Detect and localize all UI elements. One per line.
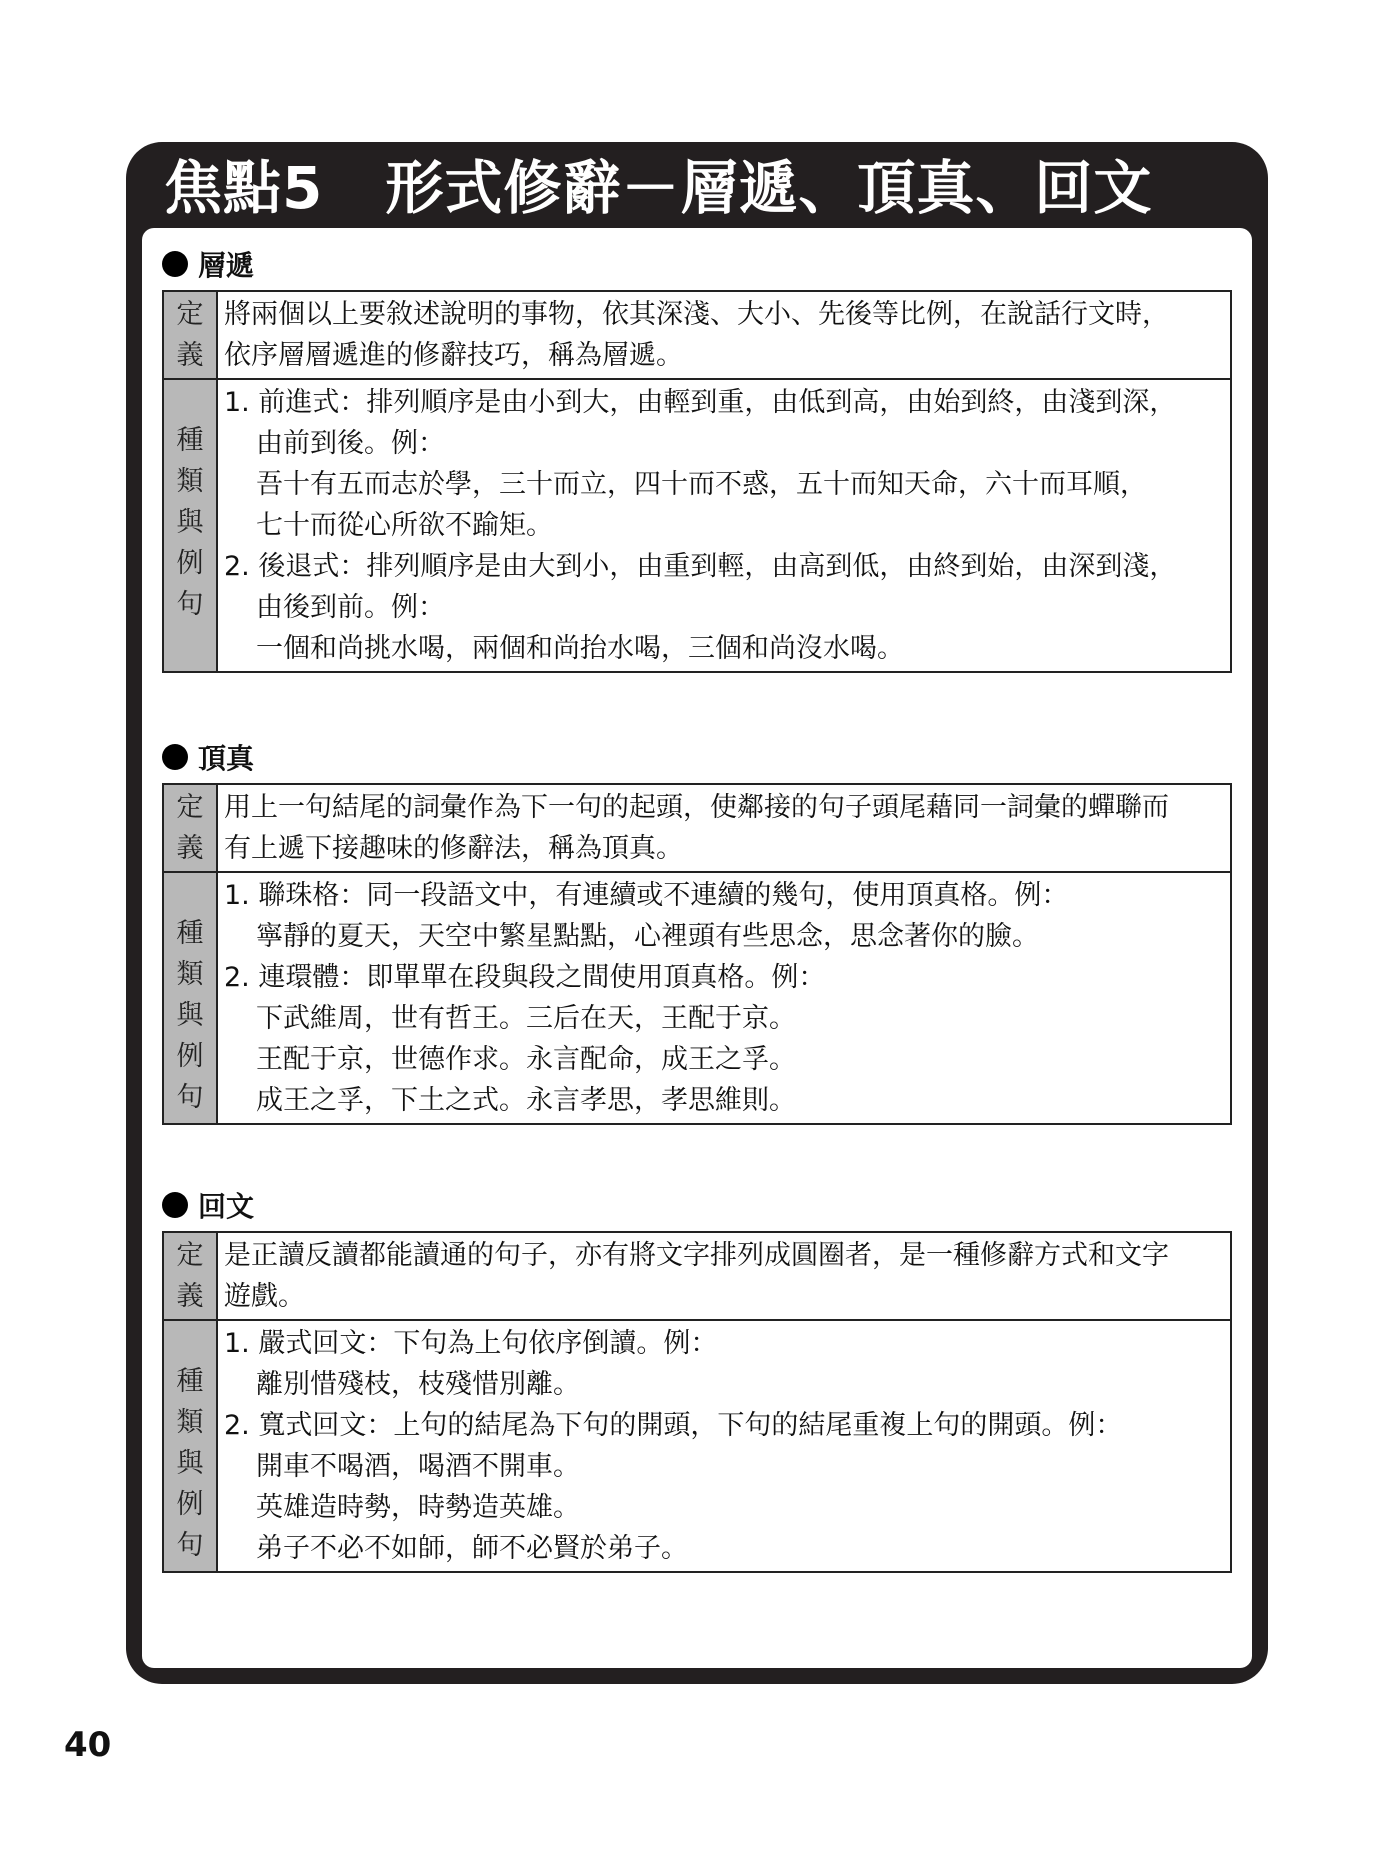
definition-row bbox=[163, 784, 1231, 872]
section-title: 回文 bbox=[198, 1190, 255, 1223]
definition-table bbox=[162, 290, 1232, 673]
types-row bbox=[163, 379, 1231, 672]
types-row bbox=[163, 872, 1231, 1124]
types-label: 種 類 與 例 句 bbox=[163, 1320, 217, 1572]
focus-number: 焦點5 bbox=[164, 154, 324, 222]
types-text: 1. 聯珠格：同一段語文中，有連續或不連續的幾句，使用頂真格。例： 寧靜的夏天，天空中繁星點點，心裡頭有些思念，思念著你的臉。 2. 連環體：即單單在段與段之間使用頂真格。例： 下武維周，世有哲王。三后在天，王配于京。 王配于京，世德作求。永言配命，成王之孚。 成王之孚，下土之式。永言孝思，孝思維則。 bbox=[217, 872, 1231, 1124]
definition-table bbox=[162, 783, 1232, 1125]
types-label: 種 類 與 例 句 bbox=[163, 872, 217, 1124]
definition-label: 定 義 bbox=[163, 784, 217, 872]
bullet-icon bbox=[162, 1192, 188, 1218]
definition-label: 定 義 bbox=[163, 1232, 217, 1320]
section-cengdi bbox=[162, 244, 1232, 673]
section-title: 層遞 bbox=[198, 249, 255, 282]
section-heading bbox=[162, 244, 1232, 284]
types-label: 種 類 與 例 句 bbox=[163, 379, 217, 672]
definition-text: 是正讀反讀都能讀通的句子，亦有將文字排列成圓圈者，是一種修辭方式和文字 遊戲。 bbox=[217, 1232, 1231, 1320]
bullet-icon bbox=[162, 251, 188, 277]
bullet-icon bbox=[162, 744, 188, 770]
definition-table bbox=[162, 1231, 1232, 1573]
section-dingzhen bbox=[162, 737, 1232, 1125]
definition-text: 將兩個以上要敘述說明的事物，依其深淺、大小、先後等比例，在說話行文時， 依序層層遞進的修辭技巧，稱為層遞。 bbox=[217, 291, 1231, 379]
page-number: 40 bbox=[64, 1725, 112, 1765]
definition-row bbox=[163, 1232, 1231, 1320]
types-text: 1. 前進式：排列順序是由小到大，由輕到重，由低到高，由始到終，由淺到深， 由前到後。例： 吾十有五而志於學，三十而立，四十而不惑，五十而知天命，六十而耳順， 七十而從心所欲不踰矩。 2. 後退式：排列順序是由大到小，由重到輕，由高到低，由終到始，由深到淺， 由後到前。例： 一個和尚挑水喝，兩個和尚抬水喝，三個和尚沒水喝。 bbox=[217, 379, 1231, 672]
definition-text: 用上一句結尾的詞彙作為下一句的起頭，使鄰接的句子頭尾藉同一詞彙的蟬聯而 有上遞下接趣味的修辭法，稱為頂真。 bbox=[217, 784, 1231, 872]
section-heading bbox=[162, 737, 1232, 777]
definition-row bbox=[163, 291, 1231, 379]
definition-label: 定 義 bbox=[163, 291, 217, 379]
section-title: 頂真 bbox=[198, 742, 255, 775]
section-huiwen bbox=[162, 1185, 1232, 1573]
focus-title: 形式修辭－層遞、頂真、回文 bbox=[385, 154, 1153, 222]
page-title bbox=[164, 148, 1152, 228]
types-text: 1. 嚴式回文：下句為上句依序倒讀。例： 離別惜殘枝，枝殘惜別離。 2. 寬式回文：上句的結尾為下句的開頭，下句的結尾重複上句的開頭。例： 開車不喝酒，喝酒不開車。 英雄造時勢，時勢造英雄。 弟子不必不如師，師不必賢於弟子。 bbox=[217, 1320, 1231, 1572]
section-heading bbox=[162, 1185, 1232, 1225]
types-row bbox=[163, 1320, 1231, 1572]
